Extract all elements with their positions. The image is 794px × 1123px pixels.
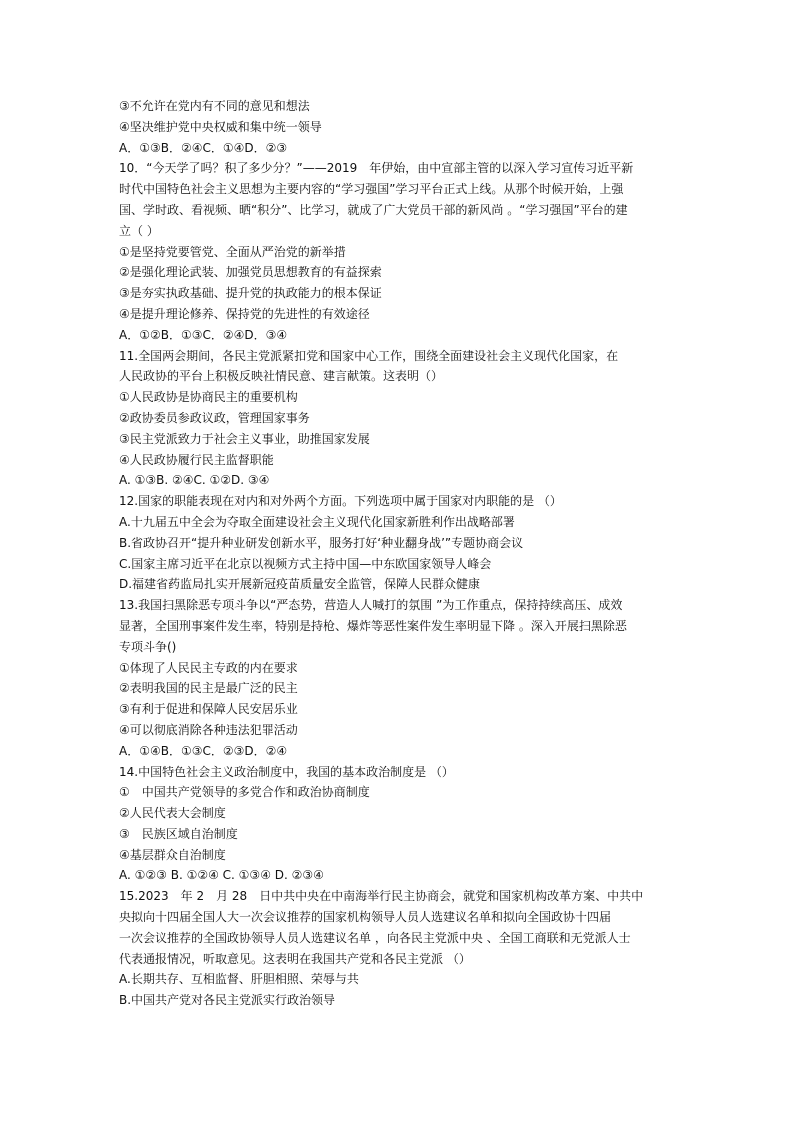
text-line: A．①④B．①③C．②③D．②④ (119, 743, 288, 758)
text-line: D.福建省药监局扎实开展新冠疫苗质量安全监管，保障人民群众健康 (119, 577, 481, 592)
text-line: ②政协委员参政议政，管理国家事务 (119, 410, 310, 425)
text-line: 央拟向十四届全国人大一次会议推荐的国家机构领导人员人选建议名单和拟向全国政协十四届 (119, 910, 612, 925)
text-line: 时代中国特色社会主义思想为主要内容的“学习强国”学习平台正式上线。从那个时候开始，上强 (119, 182, 624, 197)
text-line: A. ①②③ B. ①②④ C. ①③④ D. ②③④ (119, 868, 324, 883)
text-line: A．①③B．②④C．①④D．②③ (119, 140, 288, 155)
text-line: 国、学时政、看视频、晒“积分”、比学习，就成了广大党员干部的新风尚 。“学习强国”平台的建 (119, 202, 628, 217)
text-line: 一次会议推荐的全国政协领导人员人选建议名单 ，向各民主党派中央 、全国工商联和无党派人士 (119, 930, 631, 945)
text-line: 人民政协的平台上积极反映社情民意、建言献策。这表明（） (119, 369, 444, 384)
text-line: 代表通报情况，听取意见。这表明在我国共产党和各民主党派 （） (119, 951, 471, 966)
text-line: ①人民政协是协商民主的重要机构 (119, 390, 298, 405)
text-line: C.国家主席习近平在北京以视频方式主持中国—中东欧国家领导人峰会 (119, 556, 492, 571)
text-line: ④坚决维护党中央权威和集中统一领导 (119, 119, 322, 134)
text-line: ②是强化理论武装、加强党员思想教育的有益探索 (119, 265, 382, 280)
text-line: ①体现了人民民主专政的内在要求 (119, 660, 298, 675)
text-line: 14.中国特色社会主义政治制度中，我国的基本政治制度是 （） (119, 764, 454, 779)
text-line: ④基层群众自治制度 (119, 847, 226, 862)
text-line: 15.2023 年 2 月 28 日中共中央在中南海举行民主协商会，就党和国家机构改革方案、中共中 (119, 889, 644, 904)
text-line: ① 中国共产党领导的多党合作和政治协商制度 (119, 785, 370, 800)
text-line: ②表明我国的民主是最广泛的民主 (119, 681, 298, 696)
text-line: ④可以彻底消除各种违法犯罪活动 (119, 722, 298, 737)
text-line: 13.我国扫黑除恶专项斗争以“严态势，营造人人喊打的氛围 ”为工作重点，保持持续高压、成效 (119, 598, 623, 613)
text-line: B.省政协召开“提升种业研发创新水平，服务打好‘种业翻身战’”专题协商会议 (119, 535, 524, 550)
text-line: 11.全国两会期间，各民主党派紧扣党和国家中心工作，围绕全面建设社会主义现代化国家，在 (119, 348, 619, 363)
text-line: A. ①③B. ②④C. ①②D. ③④ (119, 473, 270, 488)
text-line: A.长期共存、互相监督、肝胆相照、荣辱与共 (119, 972, 359, 987)
text-line: A．①②B．①③C．②④D．③④ (119, 327, 288, 342)
text-line: ④人民政协履行民主监督职能 (119, 452, 274, 467)
text-line: ③ 民族区域自治制度 (119, 826, 238, 841)
text-line: 10．“今天学了吗？积了多少分？”——2019 年伊始，由中宣部主管的以深入学习宣传习近平新 (119, 161, 634, 176)
text-line: 12.国家的职能表现在对内和对外两个方面。下列选项中属于国家对内职能的是 （） (119, 494, 562, 509)
document-page (119, 96, 679, 1011)
text-line: ③是夯实执政基础、提升党的执政能力的根本保证 (119, 286, 382, 301)
text-line: ①是坚持党要管党、全面从严治党的新举措 (119, 244, 346, 259)
text-line: 显著，全国刑事案件发生率，特别是持枪、爆炸等恶性案件发生率明显下降 。深入开展扫黑除恶 (119, 618, 627, 633)
text-line: ③民主党派致力于社会主义事业，助推国家发展 (119, 431, 370, 446)
text-line: 立（ ） (119, 223, 159, 238)
text-line: A.十九届五中全会为夺取全面建设社会主义现代化国家新胜利作出战略部署 (119, 514, 515, 529)
text-line: ④是提升理论修养、保持党的先进性的有效途径 (119, 306, 370, 321)
text-line: 专项斗争() (119, 639, 177, 654)
text-line: ②人民代表大会制度 (119, 806, 226, 821)
text-line: B.中国共产党对各民主党派实行政治领导 (119, 993, 336, 1008)
text-line: ③有利于促进和保障人民安居乐业 (119, 702, 298, 717)
text-line: ③不允许在党内有不同的意见和想法 (119, 99, 310, 113)
